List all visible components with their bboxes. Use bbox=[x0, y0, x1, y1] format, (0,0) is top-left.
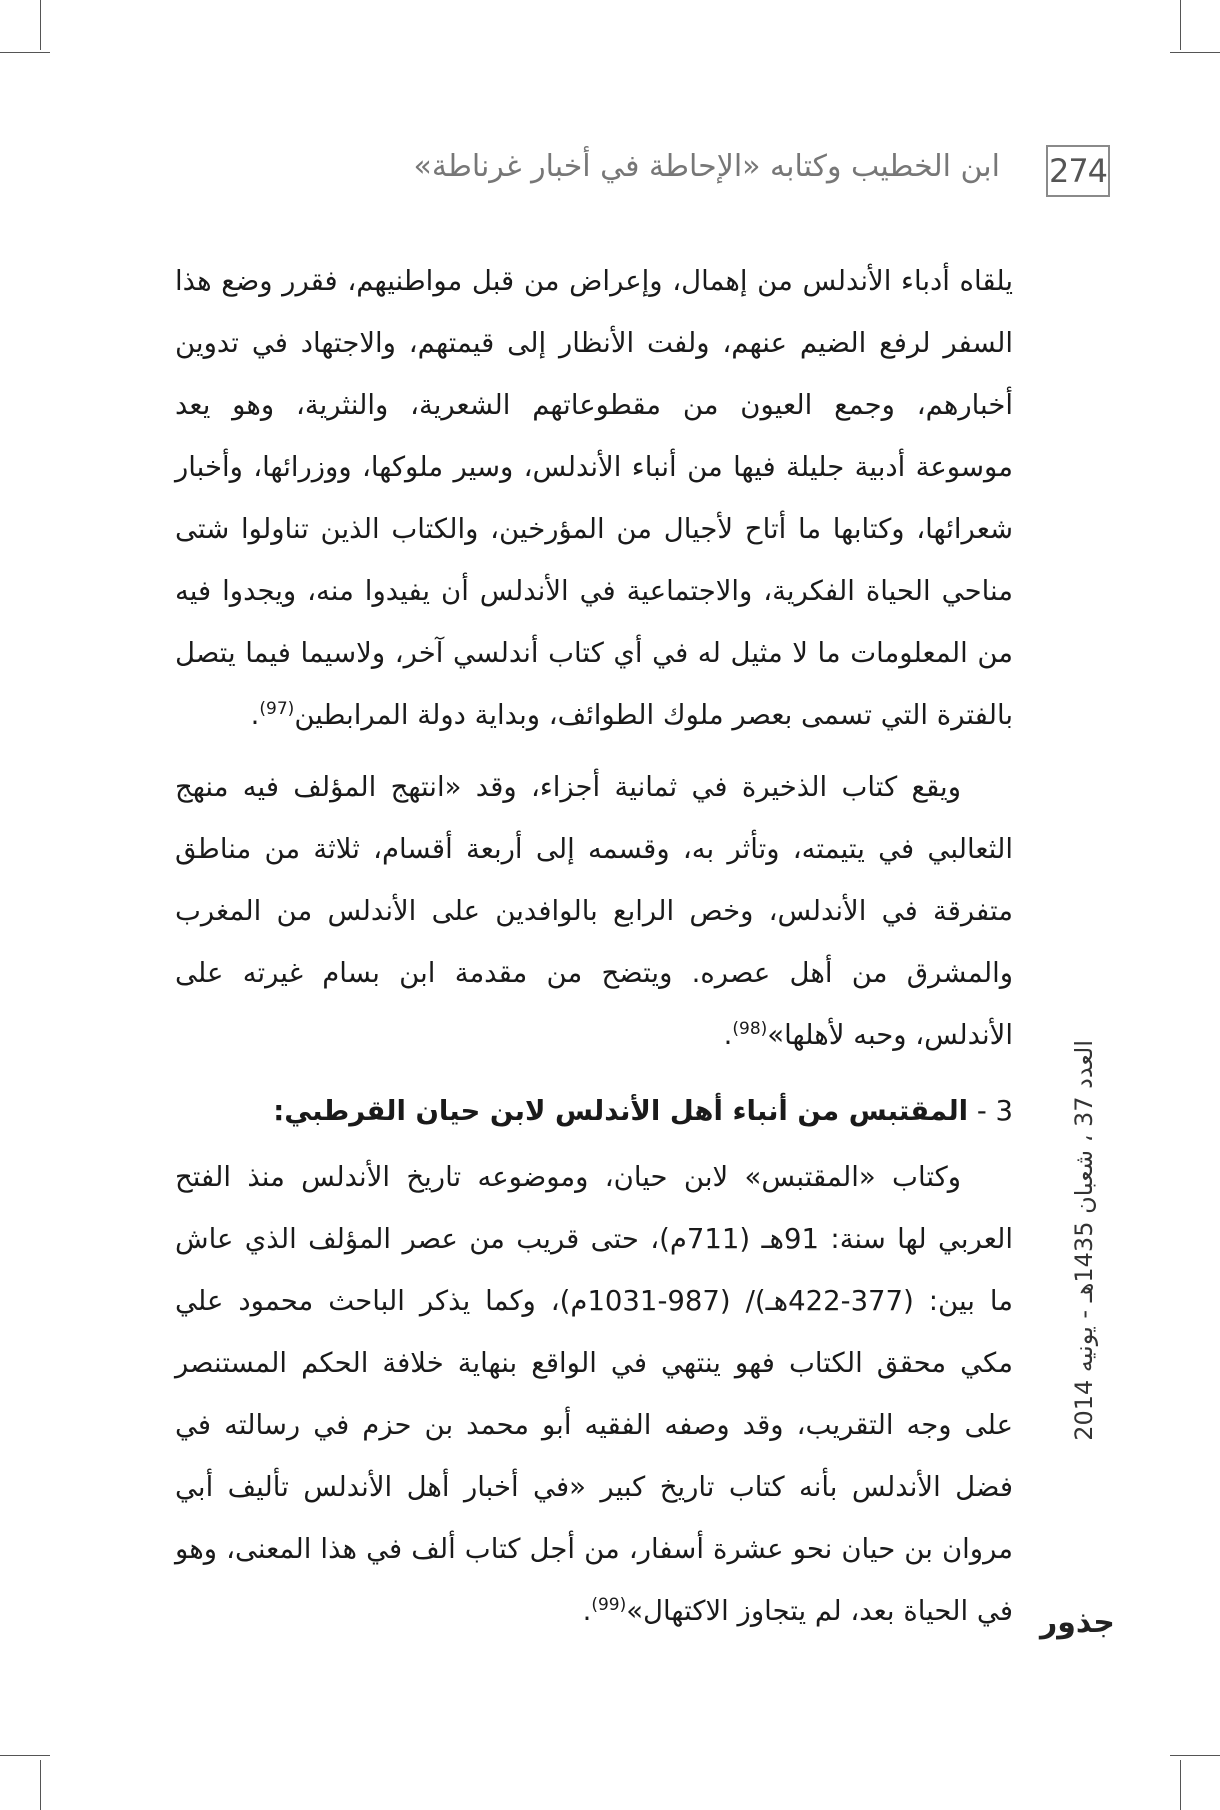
section-number: 3 - bbox=[968, 1095, 1013, 1127]
crop-mark bbox=[0, 52, 50, 53]
section-title: المقتبس من أنباء أهل الأندلس لابن حيان القرطبي: bbox=[273, 1095, 969, 1127]
footnote-ref: (99) bbox=[591, 1594, 627, 1615]
paragraph-text: وكتاب «المقتبس» لابن حيان، وموضوعه تاريخ الأندلس منذ الفتح العربي لها سنة: 91هـ (711م)، حتى قريب من عصر المؤلف الذي عاش ما بين: (377-422هـ)/ (987-1031م)، وكما يذكر الباحث محمود علي مكي محقق الكتاب فهو ينتهي في الواقع بنهاية خلافة الحكم المستنصر على وجه التقريب، وقد وصفه الفقيه أبو محمد بن حزم في رسالته في فضل الأندلس بأنه كتاب تاريخ كبير «في أخبار أهل الأندلس تأليف أبي مروان بن حيان نحو عشرة أسفار، من أجل كتاب ألف في هذا المعنى، وهو في الحياة بعد، لم يتجاوز الاكتهال» bbox=[175, 1161, 1013, 1627]
section-heading bbox=[175, 1080, 1013, 1142]
punctuation: . bbox=[582, 1595, 592, 1627]
page-number: 274 bbox=[1046, 145, 1110, 197]
paragraph-text: يلقاه أدباء الأندلس من إهمال، وإعراض من قبل مواطنيهم، فقرر وضع هذا السفر لرفع الضيم عنهم، ولفت الأنظار إلى قيمتهم، والاجتهاد في تدوين أخبارهم، وجمع العيون من مقطوعاتهم الشعرية، والنثرية، وهو يعد موسوعة أدبية جليلة فيها من أنباء الأندلس، وسير ملوكها، ووزرائها، وأخبار شعرائها، وكتابها ما أتاح لأجيال من المؤرخين، والكتاب الذين تناولوا شتى مناحي الحياة الفكرية، والاجتماعية في الأندلس أن يفيدوا منه، ويجدوا فيه من المعلومات ما لا مثيل له في أي كتاب أندلسي آخر، ولاسيما فيما يتصل بالفترة التي تسمى بعصر ملوك الطوائف، وبداية دولة المرابطين bbox=[175, 265, 1013, 731]
footnote-ref: (97) bbox=[259, 698, 295, 719]
crop-mark bbox=[1170, 1755, 1220, 1756]
crop-mark bbox=[0, 1755, 50, 1756]
footnote-ref: (98) bbox=[732, 1018, 768, 1039]
running-title: ابن الخطيب وكتابه «الإحاطة في أخبار غرناطة» bbox=[413, 149, 1000, 184]
crop-mark bbox=[1180, 0, 1181, 50]
crop-mark bbox=[40, 0, 41, 50]
journal-logo: جذور bbox=[1040, 1605, 1115, 1640]
page-header bbox=[140, 145, 1110, 205]
crop-mark bbox=[1180, 1760, 1181, 1810]
issue-info: العدد 37 ، شعبان 1435هـ - يونيه 2014 bbox=[1070, 1040, 1098, 1441]
crop-mark bbox=[1170, 52, 1220, 53]
paragraph-text: ويقع كتاب الذخيرة في ثمانية أجزاء، وقد «انتهج المؤلف فيه منهج الثعالبي في يتيمته، وتأثر به، وقسمه إلى أربعة أقسام، ثلاثة من مناطق متفرقة في الأندلس، وخص الرابع بالوافدين على الأندلس من المغرب والمشرق من أهل عصره. ويتضح من مقدمة ابن بسام غيرته على الأندلس، وحبه لأهلها» bbox=[175, 771, 1013, 1051]
punctuation: . bbox=[250, 699, 260, 731]
punctuation: . bbox=[723, 1019, 733, 1051]
paragraph bbox=[175, 1146, 1013, 1642]
crop-mark bbox=[40, 1760, 41, 1810]
paragraph bbox=[175, 756, 1013, 1066]
paragraph bbox=[175, 250, 1013, 746]
article-body bbox=[175, 250, 1013, 1642]
